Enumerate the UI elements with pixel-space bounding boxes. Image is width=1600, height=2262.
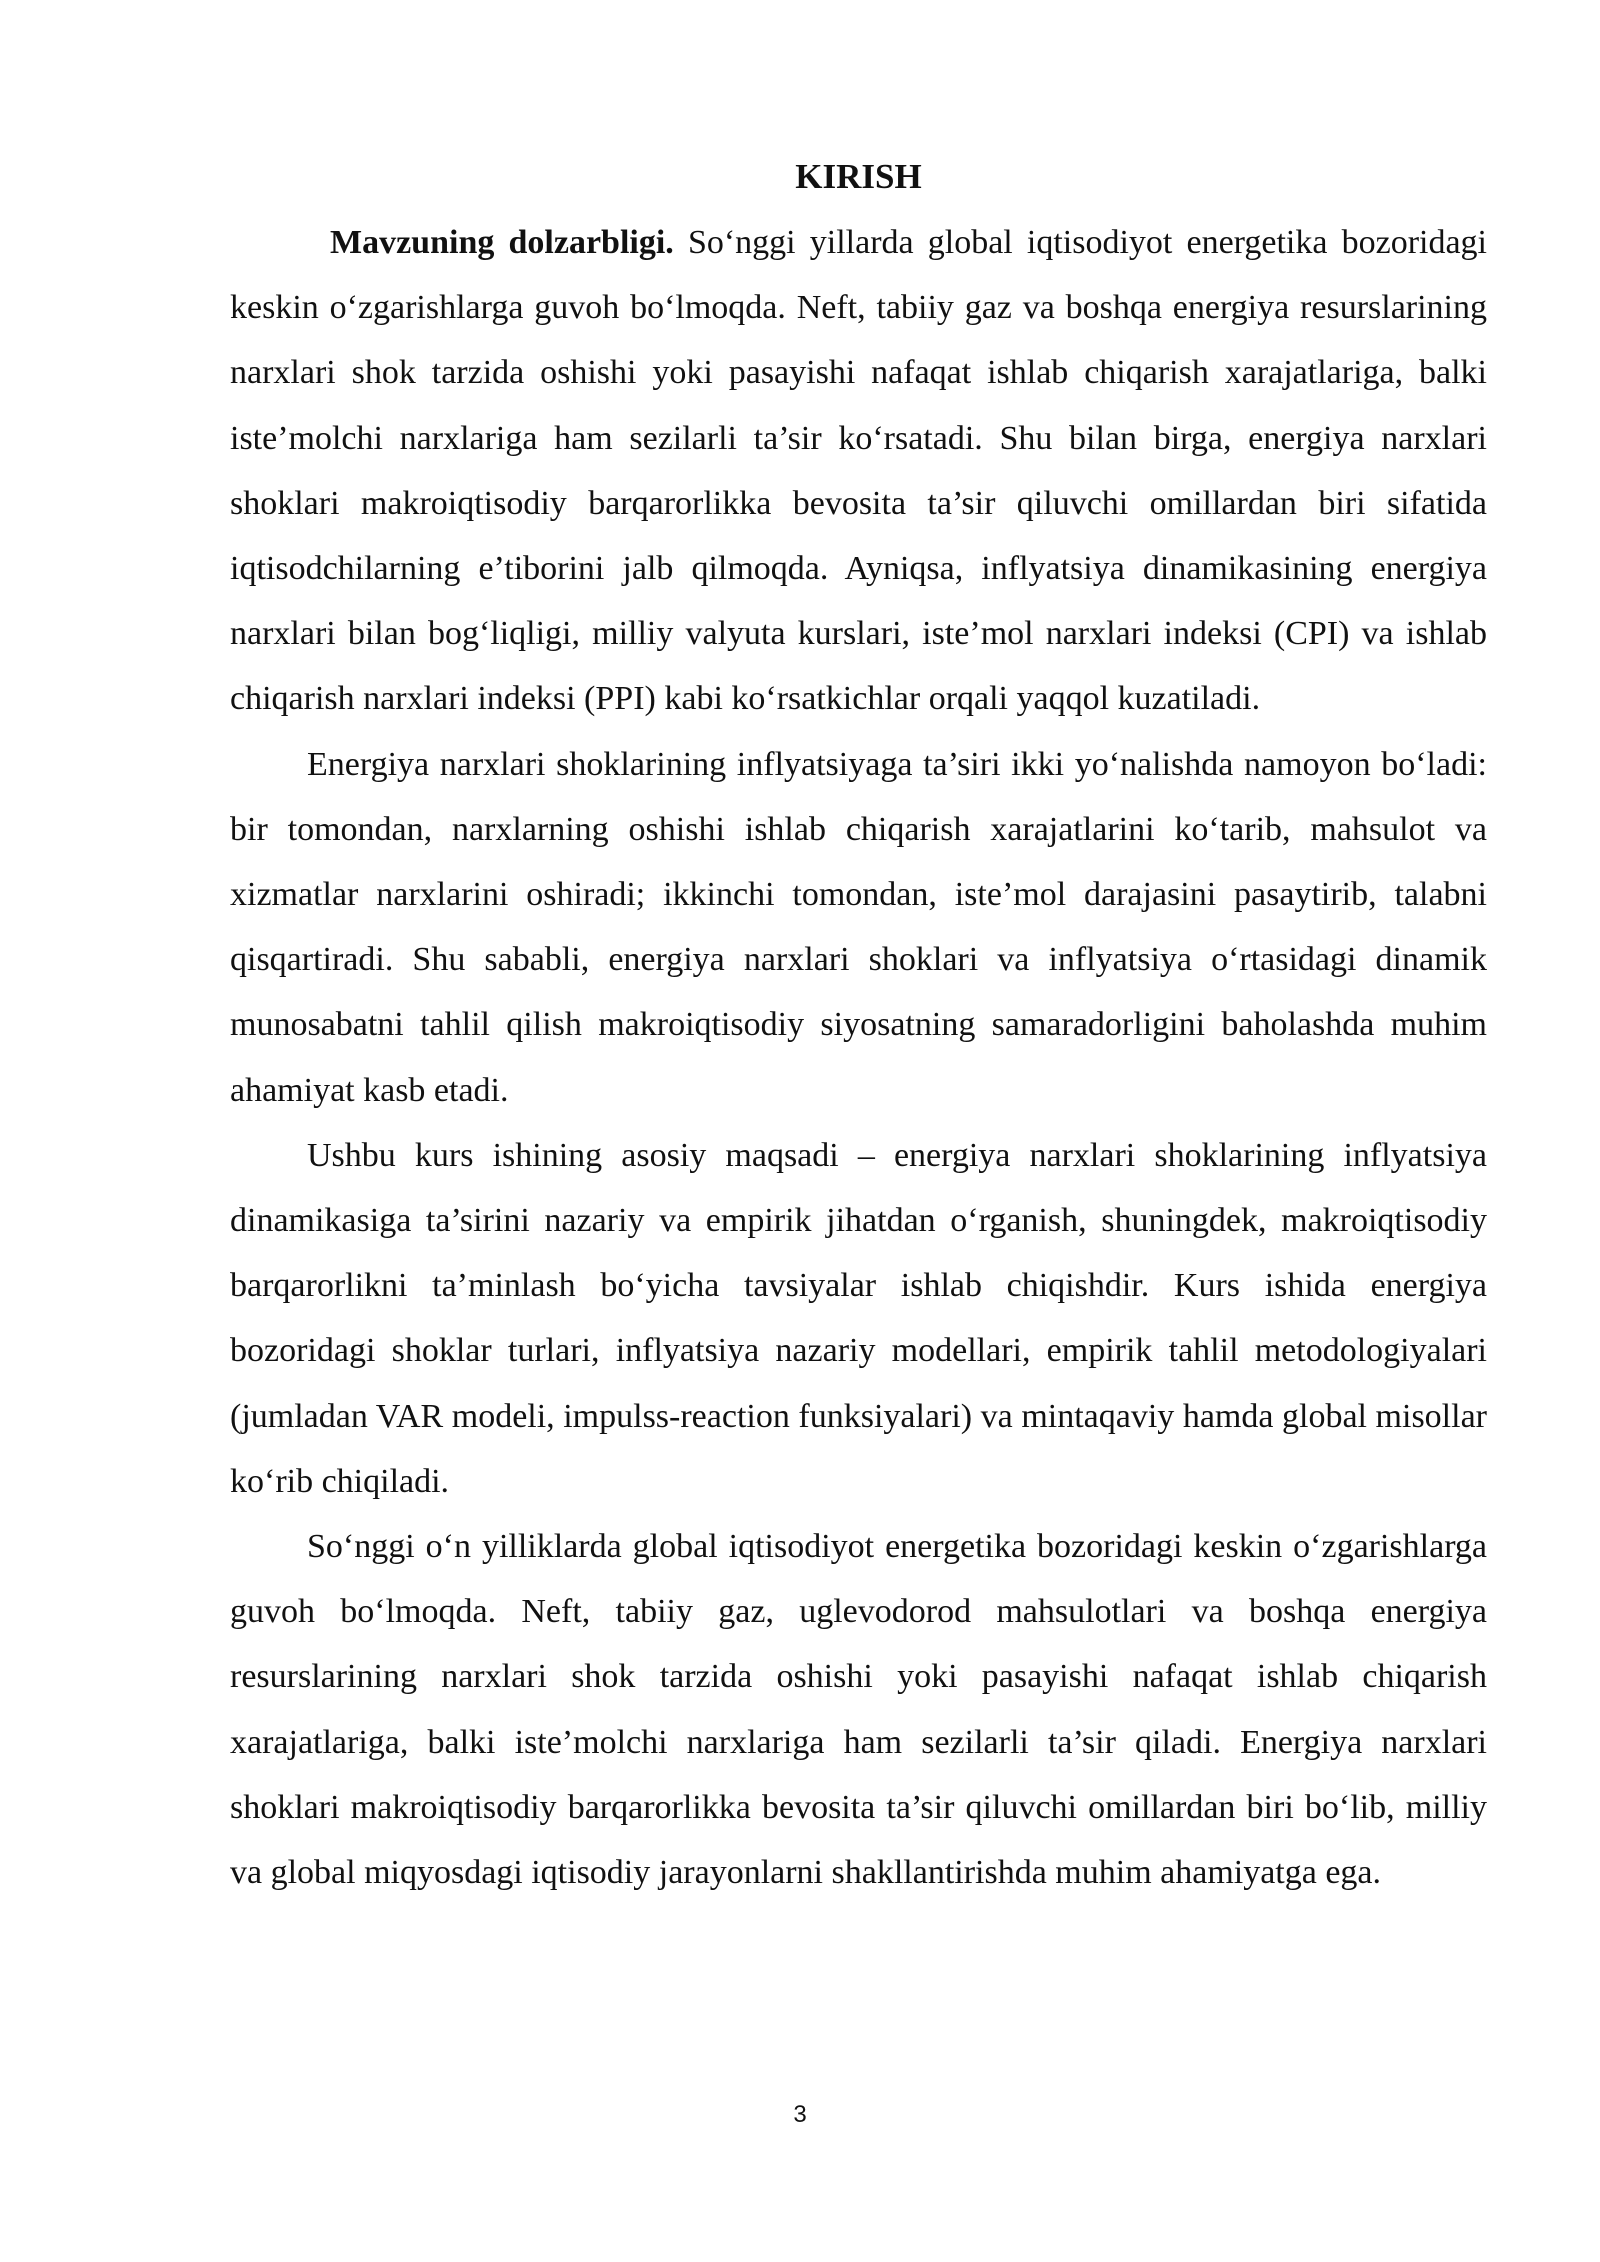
- section-title: KIRISH: [795, 157, 922, 196]
- page-content: [230, 148, 1487, 1905]
- paragraph-text: Energiya narxlari shoklarining inflyatsiyaga ta’siri ikki yo‘nalishda namoyon bo‘ladi: bir tomondan, narxlarning oshishi ishlab chiqarish xarajatlarini ko‘tarib, mahsulot va xizmatlar narxlarini oshiradi; ikkinchi tomondan, iste’mol darajasini pasaytirib, talabni qisqartiradi. Shu sababli, energiya narxlari shoklari va inflyatsiya o‘rtasidagi dinamik munosabatni tahlil qilish makroiqtisodiy siyosatning samaradorligini baholashda muhim ahamiyat kasb etadi.: [230, 745, 1487, 1109]
- paragraph-energy-shocks: [230, 732, 1487, 1123]
- paragraph-text: So‘nggi yillarda global iqtisodiyot energetika bozoridagi keskin o‘zgarishlarga guvoh bo‘lmoqda. Neft, tabiiy gaz va boshqa energiya resurslarining narxlari shok tarzida oshishi yoki pasayishi nafaqat ishlab chiqarish xarajatlariga, balki iste’molchi narxlariga ham sezilarli ta’sir ko‘rsatadi. Shu bilan birga, energiya narxlari shoklari makroiqtisodiy barqarorlikka bevosita ta’sir qiluvchi omillardan biri sifatida iqtisodchilarning e’tiborini jalb qilmoqda. Ayniqsa, inflyatsiya dinamikasining energiya narxlari bilan bog‘liqligi, milliy valyuta kurslari, iste’mol narxlari indeksi (CPI) va ishlab chiqarish narxlari indeksi (PPI) kabi ko‘rsatkichlar orqali yaqqol kuzatiladi.: [230, 224, 1488, 718]
- paragraph-relevance: [230, 210, 1487, 732]
- paragraph-course-goal: [230, 1123, 1487, 1514]
- paragraph-text: Ushbu kurs ishining asosiy maqsadi – energiya narxlari shoklarining inflyatsiya dinamikasiga ta’sirini nazariy va empirik jihatdan o‘rganish, shuningdek, makroiqtisodiy barqarorlikni ta’minlash bo‘yicha tavsiyalar ishlab chiqishdir. Kurs ishida energiya bozoridagi shoklar turlari, inflyatsiya nazariy modellari, empirik tahlil metodologiyalari (jumladan VAR modeli, impulss-reaction funksiyalari) va mintaqaviy hamda global misollar ko‘rib chiqiladi.: [230, 1136, 1487, 1500]
- page-number: 3: [793, 2101, 807, 2128]
- paragraph-text: So‘nggi o‘n yilliklarda global iqtisodiyot energetika bozoridagi keskin o‘zgarishlarga guvoh bo‘lmoqda. Neft, tabiiy gaz, uglevodorod mahsulotlari va boshqa energiya resurslarining narxlari shok tarzida oshishi yoki pasayishi nafaqat ishlab chiqarish xarajatlariga, balki iste’molchi narxlariga ham sezilarli ta’sir qiladi. Energiya narxlari shoklari makroiqtisodiy barqarorlikka bevosita ta’sir qiluvchi omillardan biri bo‘lib, milliy va global miqyosdagi iqtisodiy jarayonlarni shakllantirishda muhim ahamiyatga ega.: [230, 1528, 1487, 1892]
- paragraph-recent-decades: [230, 1514, 1487, 1905]
- paragraph-lead-heading: Mavzuning dolzarbligi.: [330, 224, 674, 261]
